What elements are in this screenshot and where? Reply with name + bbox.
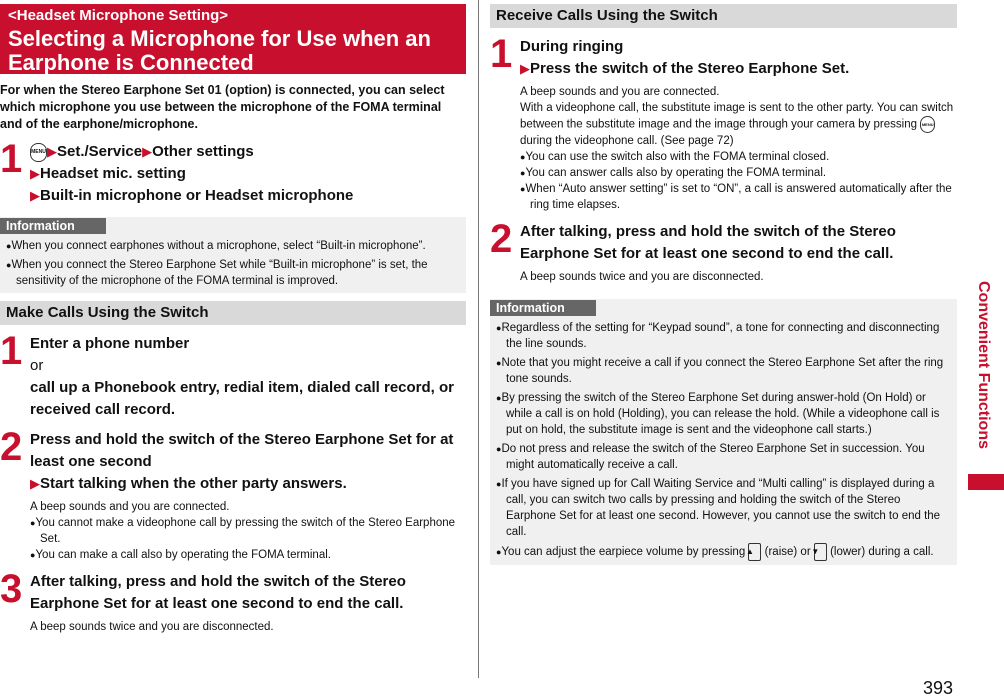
section-heading-receive-calls: Receive Calls Using the Switch <box>490 4 957 28</box>
info-item: ●Do not press and release the switch of the Stereo Earphone Set in succession. You might automatically receive a call. <box>496 443 925 471</box>
info-box-mic <box>0 217 466 293</box>
right-column <box>490 4 957 565</box>
make-step-2: 2 Press and hold the switch of the Stereo Earphone Set for at least one second ▶Start talking when the other party answers. A beep sounds and you are connected. ●You cannot make a videophone call by pressing the switch of the Stereo Earphone Set. ●You can make a call also by operating the FOMA terminal. <box>0 429 466 563</box>
intro-text: For when the Stereo Earphone Set 01 (option) is connected, you can select which microphone you use between the microphone of the FOMA terminal and of the earphone/microphone. <box>0 83 445 131</box>
step-number: 2 <box>490 217 513 261</box>
menu-key-icon: MENU <box>30 143 47 162</box>
bullet-icon: ● <box>496 393 502 403</box>
info-item: ●Note that you might receive a call if you connect the Stereo Earphone Set after the ring tone sounds. <box>496 357 944 385</box>
bullet-icon: ● <box>496 444 502 454</box>
info-item: ●By pressing the switch of the Stereo Earphone Set during answer-hold (On Hold) or while a call is on hold (Holding), you can release the hold. (While a videophone call is put on hold, the substitute image is sent and the videophone call starts.) <box>496 392 940 436</box>
page-title: Selecting a Microphone for Use when an Earphone is Connected <box>8 26 431 75</box>
list-item: ●You can make a call also by operating the FOMA terminal. <box>30 549 331 561</box>
arrow-right-icon: ▶ <box>142 144 153 159</box>
list-item: ●You cannot make a videophone call by pressing the switch of the Stereo Earphone Set. <box>30 517 456 545</box>
arrow-right-icon: ▶ <box>30 476 40 491</box>
left-column <box>0 4 466 635</box>
receive-step-1: 1 During ringing ▶Press the switch of the Stereo Earphone Set. A beep sounds and you are connected. With a videophone call, the substitute image is sent to the other party. You can switch between the substitute image and the image through your camera by pressing MENU during the videophone call. (See page 72) ●You can use the switch also with the FOMA terminal closed. ●You can answer calls also by operating the FOMA terminal. ●When “Auto answer setting” is set to “ON”, a call is answered automatically after the ring time elapses. <box>490 36 957 213</box>
make-step-1: 1 Enter a phone number or call up a Phonebook entry, redial item, dialed call record, or received call record. <box>0 329 455 418</box>
info-label: Information <box>0 218 106 234</box>
info-item: ●When you connect earphones without a microphone, select “Built-in microphone”. <box>6 240 426 252</box>
step-number: 1 <box>0 137 23 181</box>
info-item: ●Regardless of the setting for “Keypad sound”, a tone for connecting and disconnecting the line sounds. <box>496 322 940 350</box>
info-item: ●When you connect the Stereo Earphone Set while “Built-in microphone” is set, the sensitivity of the microphone of the FOMA terminal is improved. <box>6 259 428 287</box>
step-number: 2 <box>0 425 23 469</box>
bullet-icon: ● <box>6 241 12 251</box>
step-number: 1 <box>0 329 23 373</box>
column-divider <box>478 0 479 678</box>
list-item: ●You can answer calls also by operating the FOMA terminal. <box>520 167 827 179</box>
bullet-icon: ● <box>6 260 12 270</box>
bullet-icon: ● <box>520 184 526 194</box>
bullet-icon: ● <box>30 518 36 528</box>
info-item: ●If you have signed up for Call Waiting Service and “Multi calling” is displayed during a call, you can switch two calls by pressing and holding the switch of the Stereo Earphone Set for at least one second. However, you cannot use the switch to end the call. <box>496 478 941 538</box>
mic-step-1 <box>0 137 466 207</box>
menu-path-2: Other settings <box>152 143 254 160</box>
side-tab-marker <box>968 474 1004 490</box>
info-item: ●You can adjust the earpiece volume by pressing ▲ (raise) or ▼ (lower) during a call. <box>490 540 957 561</box>
step-number: 1 <box>490 32 513 76</box>
bullet-icon: ● <box>520 168 526 178</box>
arrow-right-icon: ▶ <box>520 61 530 76</box>
page-subtitle: <Headset Microphone Setting> <box>8 7 229 24</box>
bullet-icon: ● <box>496 547 502 558</box>
step-number: 3 <box>0 567 23 611</box>
bullet-icon: ● <box>496 358 502 368</box>
arrow-right-icon: ▶ <box>47 144 57 159</box>
bullet-icon: ● <box>520 152 526 162</box>
info-label: Information <box>490 300 596 316</box>
menu-path-3: Headset mic. setting <box>40 165 186 182</box>
menu-path-1: Set./Service <box>57 143 143 160</box>
receive-step-2: 2 After talking, press and hold the switch of the Stereo Earphone Set for at least one second to end the call. A beep sounds twice and you are disconnected. <box>490 217 896 283</box>
side-tab-label: Convenient Functions <box>975 281 992 449</box>
volume-down-key-icon: ▼ <box>814 543 827 561</box>
menu-key-icon: MENU <box>920 116 935 133</box>
bullet-icon: ● <box>30 550 36 560</box>
page-number: 393 <box>923 678 954 698</box>
list-item: ●When “Auto answer setting” is set to “ON”, a call is answered automatically after the ring time elapses. <box>520 183 952 211</box>
bullet-icon: ● <box>496 479 502 489</box>
volume-up-key-icon: ▲ <box>748 543 761 561</box>
section-heading-make-calls: Make Calls Using the Switch <box>0 301 466 325</box>
make-step-3: 3 After talking, press and hold the switch of the Stereo Earphone Set for at least one second to end the call. A beep sounds twice and you are disconnected. <box>0 567 406 633</box>
list-item: ●You can use the switch also with the FOMA terminal closed. <box>520 151 830 163</box>
bullet-icon: ● <box>496 323 502 333</box>
title-block <box>0 4 466 74</box>
info-box-switch <box>490 299 957 565</box>
menu-path-4: Built-in microphone or Headset microphone <box>40 187 354 204</box>
arrow-right-icon: ▶ <box>30 188 40 203</box>
arrow-right-icon: ▶ <box>30 166 40 181</box>
